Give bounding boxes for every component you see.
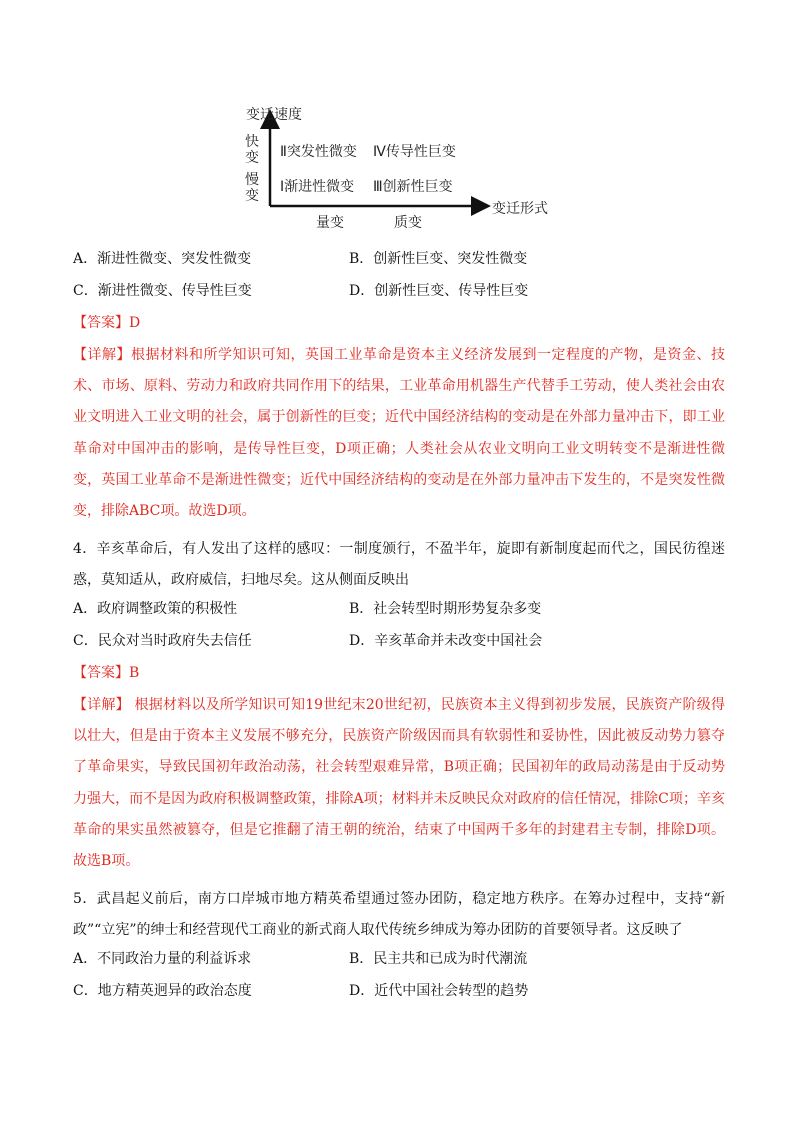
q3-answer: 【答案】D bbox=[73, 315, 141, 331]
cell-ii: Ⅱ突发性微变 bbox=[280, 144, 357, 160]
q4-answer: 【答案】B bbox=[73, 665, 140, 681]
q4-option-d: D．辛亥革命并未改变中国社会 bbox=[349, 633, 543, 649]
q4-option-a: A．政府调整政策的积极性 bbox=[73, 601, 238, 617]
cell-iv: Ⅳ传导性巨变 bbox=[373, 144, 456, 160]
q3-option-b: B．创新性巨变、突发性微变 bbox=[349, 251, 528, 267]
q5-option-c: C．地方精英迥异的政治态度 bbox=[73, 983, 252, 999]
q5-option-b: B．民主共和已成为时代潮流 bbox=[349, 951, 528, 967]
q4-detail: 【详解】 根据材料以及所学知识可知19世纪末20世纪初，民族资本主义得到初步发展，民族资产阶级得以壮大，但是由于资本主义发展不够充分，民族资产阶级因而具有软弱性和妥协性，因此被反动势力篡夺了革命果实，导致民国初年政治动荡，社会转型艰难异常，B项正确；民国初年的政局动荡是由于反动势力强大，而不是因为政府积极调整政策，排除A项；材料并未反映民众对政府的信任情况，排除C项；辛亥革命的果实虽然被篡夺，但是它推翻了清王朝的统治，结束了中国两千多年的封建君主专制，排除D项。故选B项。 bbox=[73, 697, 725, 870]
x-quantitative-label: 量变 bbox=[316, 215, 344, 231]
q3-option-c: C．渐进性微变、传导性巨变 bbox=[73, 283, 252, 299]
q5-stem: 5．武昌起义前后，南方口岸城市地方精英希望通过签办团防，稳定地方秩序。在筹办过程中，支持“新政”“立宪”的绅士和经营现代工商业的新式商人取代传统乡绅成为筹办团防的首要领导者。这反映了 bbox=[73, 891, 725, 938]
x-axis-title: 变迁形式 bbox=[492, 201, 548, 217]
cell-i: Ⅰ渐进性微变 bbox=[280, 179, 355, 195]
cell-iii: Ⅲ创新性巨变 bbox=[373, 179, 453, 195]
q4-option-b: B．社会转型时期形势复杂多变 bbox=[349, 601, 542, 617]
q3-option-a: A．渐进性微变、突发性微变 bbox=[73, 251, 252, 267]
change-diagram bbox=[238, 100, 568, 235]
q3-option-d: D．创新性巨变、传导性巨变 bbox=[349, 283, 529, 299]
y-fast-label: 快变 bbox=[245, 134, 259, 166]
q4-option-c: C．民众对当时政府失去信任 bbox=[73, 633, 252, 649]
q3-detail: 【详解】根据材料和所学知识可知，英国工业革命是资本主义经济发展到一定程度的产物，是资金、技术、市场、原料、劳动力和政府共同作用下的结果，工业革命用机器生产代替手工劳动，使人类社会由农业文明进入工业文明的社会，属于创新性的巨变；近代中国经济结构的变动是在外部力量冲击下，即工业革命对中国冲击的影响，是传导性巨变，D项正确；人类社会从农业文明向工业文明转变不是渐进性微变，英国工业革命不是渐进性微变；近代中国经济结构的变动是在外部力量冲击下发生的，不是突发性微变，排除ABC项。故选D项。 bbox=[73, 347, 725, 520]
y-slow-label: 慢变 bbox=[245, 172, 259, 204]
x-qualitative-label: 质变 bbox=[394, 215, 422, 231]
q4-stem: 4．辛亥革命后，有人发出了这样的感叹：一制度颁行，不盈半年，旋即有新制度起而代之，国民彷徨迷惑，莫知适从，政府威信，扫地尽矣。这从侧面反映出 bbox=[73, 541, 725, 588]
q5-option-a: A．不同政治力量的利益诉求 bbox=[73, 951, 252, 967]
y-axis-title: 变迁速度 bbox=[246, 107, 302, 123]
q5-option-d: D．近代中国社会转型的趋势 bbox=[349, 983, 529, 999]
